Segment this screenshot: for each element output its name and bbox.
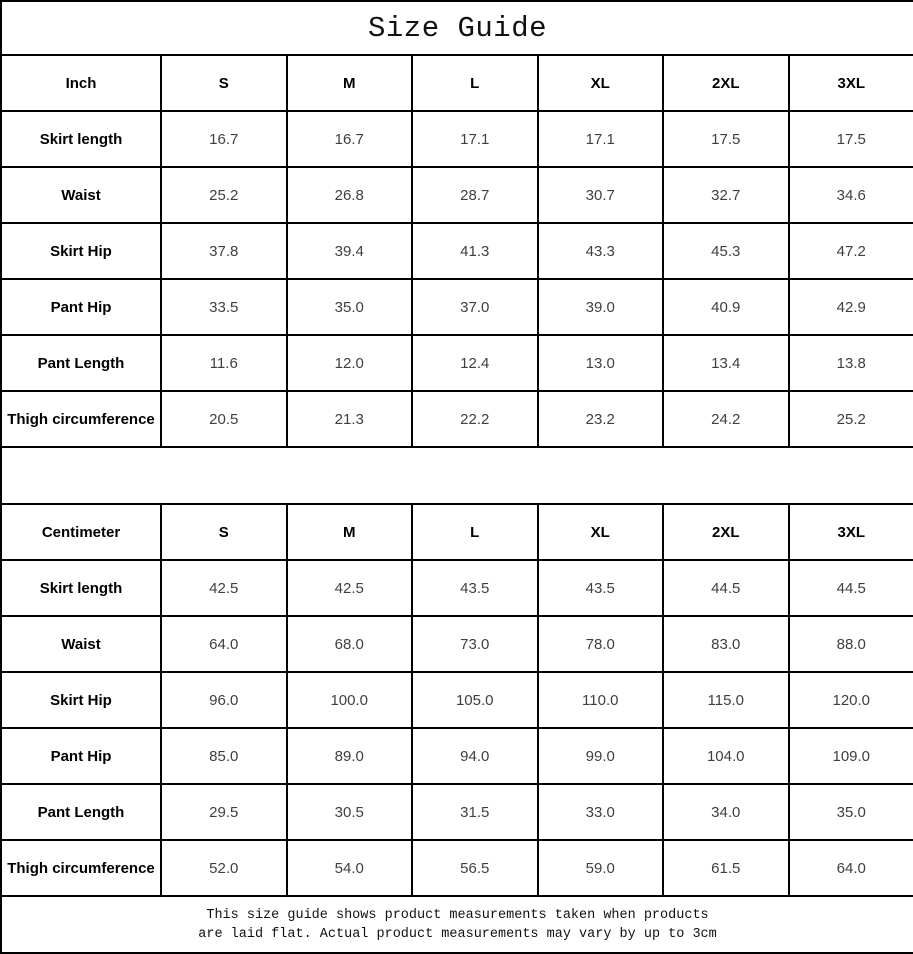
measurement-label: Thigh circumference	[1, 840, 161, 896]
measurement-row	[1, 167, 913, 223]
measurement-value: 73.0	[412, 616, 538, 672]
measurement-value: 61.5	[663, 840, 789, 896]
measurement-label: Skirt length	[1, 111, 161, 167]
size-column-header: S	[161, 55, 287, 111]
measurement-value: 24.2	[663, 391, 789, 447]
measurement-label: Skirt Hip	[1, 223, 161, 279]
measurement-row	[1, 840, 913, 896]
measurement-value: 85.0	[161, 728, 287, 784]
measurement-row	[1, 335, 913, 391]
measurement-value: 26.8	[287, 167, 413, 223]
measurement-value: 100.0	[287, 672, 413, 728]
measurement-value: 83.0	[663, 616, 789, 672]
measurement-value: 13.8	[789, 335, 913, 391]
footer-note-line2: are laid flat. Actual product measurements may vary by up to 3cm	[198, 926, 717, 942]
measurement-label: Pant Length	[1, 784, 161, 840]
measurement-value: 12.4	[412, 335, 538, 391]
measurement-value: 12.0	[287, 335, 413, 391]
measurement-row	[1, 391, 913, 447]
measurement-row	[1, 111, 913, 167]
measurement-value: 109.0	[789, 728, 913, 784]
measurement-value: 33.0	[538, 784, 664, 840]
size-column-header: M	[287, 504, 413, 560]
measurement-value: 110.0	[538, 672, 664, 728]
size-column-header: S	[161, 504, 287, 560]
measurement-value: 29.5	[161, 784, 287, 840]
measurement-value: 42.5	[161, 560, 287, 616]
measurement-value: 78.0	[538, 616, 664, 672]
measurement-value: 25.2	[789, 391, 913, 447]
measurement-value: 52.0	[161, 840, 287, 896]
measurement-row	[1, 560, 913, 616]
measurement-row	[1, 616, 913, 672]
size-header-row	[1, 55, 913, 111]
measurement-value: 20.5	[161, 391, 287, 447]
measurement-value: 34.0	[663, 784, 789, 840]
measurement-value: 31.5	[412, 784, 538, 840]
measurement-value: 16.7	[287, 111, 413, 167]
size-column-header: XL	[538, 504, 664, 560]
measurement-value: 105.0	[412, 672, 538, 728]
size-column-header: M	[287, 55, 413, 111]
measurement-value: 42.5	[287, 560, 413, 616]
measurement-value: 115.0	[663, 672, 789, 728]
measurement-value: 34.6	[789, 167, 913, 223]
measurement-row	[1, 784, 913, 840]
size-column-header: L	[412, 55, 538, 111]
measurement-value: 56.5	[412, 840, 538, 896]
measurement-value: 13.4	[663, 335, 789, 391]
measurement-value: 59.0	[538, 840, 664, 896]
measurement-value: 35.0	[287, 279, 413, 335]
measurement-value: 23.2	[538, 391, 664, 447]
size-column-header: L	[412, 504, 538, 560]
measurement-value: 44.5	[663, 560, 789, 616]
measurement-value: 25.2	[161, 167, 287, 223]
centimeter-table-body	[1, 504, 913, 896]
measurement-value: 120.0	[789, 672, 913, 728]
size-column-header: 2XL	[663, 504, 789, 560]
measurement-value: 64.0	[161, 616, 287, 672]
measurement-value: 35.0	[789, 784, 913, 840]
measurement-value: 39.0	[538, 279, 664, 335]
measurement-value: 17.5	[663, 111, 789, 167]
measurement-value: 43.5	[412, 560, 538, 616]
measurement-value: 99.0	[538, 728, 664, 784]
measurement-value: 54.0	[287, 840, 413, 896]
size-column-header: XL	[538, 55, 664, 111]
unit-header-inch: Inch	[1, 55, 161, 111]
size-column-header: 2XL	[663, 55, 789, 111]
measurement-value: 89.0	[287, 728, 413, 784]
measurement-value: 17.5	[789, 111, 913, 167]
measurement-label: Waist	[1, 616, 161, 672]
measurement-value: 40.9	[663, 279, 789, 335]
measurement-value: 30.5	[287, 784, 413, 840]
measurement-label: Skirt length	[1, 560, 161, 616]
measurement-label: Pant Hip	[1, 279, 161, 335]
measurement-value: 43.3	[538, 223, 664, 279]
measurement-value: 45.3	[663, 223, 789, 279]
measurement-value: 28.7	[412, 167, 538, 223]
measurement-value: 13.0	[538, 335, 664, 391]
measurement-value: 17.1	[412, 111, 538, 167]
measurement-value: 104.0	[663, 728, 789, 784]
measurement-value: 33.5	[161, 279, 287, 335]
measurement-row	[1, 728, 913, 784]
measurement-value: 17.1	[538, 111, 664, 167]
measurement-value: 32.7	[663, 167, 789, 223]
measurement-label: Thigh circumference	[1, 391, 161, 447]
page-title: Size Guide	[1, 1, 913, 55]
measurement-value: 88.0	[789, 616, 913, 672]
size-column-header: 3XL	[789, 504, 913, 560]
measurement-value: 11.6	[161, 335, 287, 391]
measurement-value: 37.0	[412, 279, 538, 335]
footer-note	[1, 896, 913, 953]
measurement-label: Pant Length	[1, 335, 161, 391]
inch-table-body	[1, 55, 913, 447]
measurement-value: 37.8	[161, 223, 287, 279]
measurement-value: 43.5	[538, 560, 664, 616]
table-spacer	[1, 447, 913, 504]
measurement-value: 22.2	[412, 391, 538, 447]
measurement-label: Waist	[1, 167, 161, 223]
footer-note-line1: This size guide shows product measurements taken when products	[206, 907, 709, 923]
measurement-value: 94.0	[412, 728, 538, 784]
measurement-value: 64.0	[789, 840, 913, 896]
title-row	[1, 1, 913, 55]
measurement-value: 96.0	[161, 672, 287, 728]
measurement-row	[1, 672, 913, 728]
measurement-value: 16.7	[161, 111, 287, 167]
unit-header-centimeter: Centimeter	[1, 504, 161, 560]
table-spacer-row	[1, 447, 913, 504]
measurement-value: 68.0	[287, 616, 413, 672]
measurement-value: 39.4	[287, 223, 413, 279]
measurement-value: 44.5	[789, 560, 913, 616]
measurement-value: 42.9	[789, 279, 913, 335]
footer-note-row	[1, 896, 913, 953]
size-header-row	[1, 504, 913, 560]
measurement-label: Skirt Hip	[1, 672, 161, 728]
measurement-row	[1, 279, 913, 335]
measurement-value: 21.3	[287, 391, 413, 447]
measurement-value: 41.3	[412, 223, 538, 279]
measurement-row	[1, 223, 913, 279]
measurement-label: Pant Hip	[1, 728, 161, 784]
measurement-value: 47.2	[789, 223, 913, 279]
measurement-value: 30.7	[538, 167, 664, 223]
size-column-header: 3XL	[789, 55, 913, 111]
